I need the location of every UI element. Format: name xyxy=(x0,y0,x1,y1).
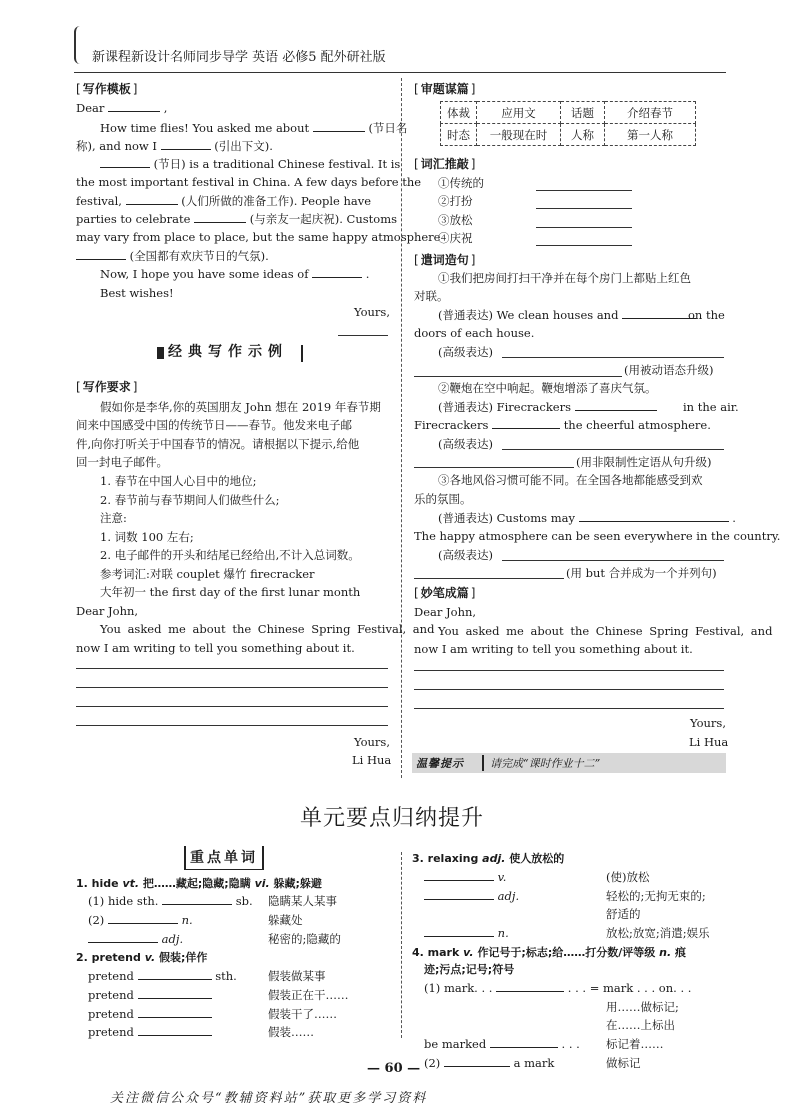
template-line: Now, I hope you have some ideas of . xyxy=(100,267,370,281)
vocab-blank xyxy=(536,208,632,209)
template-line: the most important festival in China. A few days before the xyxy=(76,175,422,189)
vocab-item: ①传统的 xyxy=(438,176,484,190)
req-line: 件,向你打听关于中国春节的情况。请根据以下提示,给他 xyxy=(76,437,360,451)
sentence-header: [ 遣词造句 ] xyxy=(414,251,475,268)
sentence-line: on the xyxy=(688,308,725,322)
tip-divider xyxy=(482,755,484,771)
template-signoff: Yours, xyxy=(354,305,390,319)
vocab-blank xyxy=(536,190,632,191)
tip-label: 温馨提示 xyxy=(416,757,464,770)
req-line: 2. 春节前与春节期间人们做些什么; xyxy=(100,493,280,507)
word-meaning: (使)放松 xyxy=(606,870,650,884)
word-row: (1) mark. . . . . . = mark . . . on. . . xyxy=(424,981,692,995)
word-row: be marked . . . xyxy=(424,1037,580,1051)
sentence-blank xyxy=(414,376,622,377)
bottom-column-divider xyxy=(401,852,402,1038)
word-meaning: 轻松的;无拘无束的; xyxy=(606,889,706,903)
footer-ad: 关注微信公众号“教辅资料站”获取更多学习资料 xyxy=(110,1091,428,1106)
signature-blank xyxy=(338,335,388,336)
table-cell: 话题 xyxy=(561,102,605,124)
template-line: How time flies! You asked me about (节日名 xyxy=(100,121,408,135)
sentence-line: ③各地风俗习惯可能不同。在全国各地都能感受到欢 xyxy=(438,473,703,487)
section-title: 单元要点归纳提升 xyxy=(300,806,485,831)
sentence-line: (用非限制性定语从句升级) xyxy=(576,455,712,469)
req-line: now I am writing to tell you something about it. xyxy=(76,641,355,655)
req-line: 2. 电子邮件的开头和结尾已经给出,不计入总词数。 xyxy=(100,548,360,562)
word-meaning: 隐瞒某人某事 xyxy=(268,894,337,908)
word-row: (2) a mark xyxy=(424,1056,555,1070)
header-rule xyxy=(74,72,726,73)
req-line: You asked me about the Chinese Spring Festival, and xyxy=(100,622,435,636)
word-meaning: 在……上标出 xyxy=(606,1018,675,1032)
sentence-line: (普通表达) Customs may . xyxy=(438,511,736,525)
table-cell: 介绍春节 xyxy=(605,102,696,124)
word-row: pretend xyxy=(88,988,212,1003)
template-line: (全国都有欢庆节日的气氛). xyxy=(76,249,269,264)
sentence-line: (用被动语态升级) xyxy=(624,363,714,377)
sentence-line: 乐的氛围。 xyxy=(414,492,472,506)
word-row: pretend xyxy=(88,1007,212,1022)
sentence-line: doors of each house. xyxy=(414,326,535,340)
sentence-blank xyxy=(502,449,724,450)
answer-line xyxy=(76,706,388,707)
word-meaning: 标记着…… xyxy=(606,1037,664,1051)
sentence-line: (用 but 合并成为一个并列句) xyxy=(566,566,717,580)
word-meaning: 躲藏处 xyxy=(268,913,303,927)
req-line: Dear John, xyxy=(76,604,139,618)
word-meaning: 假装…… xyxy=(268,1025,314,1039)
vocab-item: ④庆祝 xyxy=(438,231,473,245)
word-entry: 2. pretend v. 假装;佯作 xyxy=(76,951,208,964)
word-entry: 4. mark v. 作记号于;标志;给……打分数/评等级 n. 痕 xyxy=(412,946,686,959)
analysis-table xyxy=(440,101,696,146)
word-meaning: 秘密的;隐藏的 xyxy=(268,932,341,946)
table-cell: 一般现在时 xyxy=(477,124,561,146)
word-row: n. xyxy=(424,926,509,941)
sentence-line: (高级表达) xyxy=(438,345,493,359)
word-row: adj. xyxy=(424,889,519,904)
word-row: (1) hide sth. sb. xyxy=(88,894,253,908)
composition-signature: Li Hua xyxy=(689,735,729,749)
sentence-line: ②鞭炮在空中响起。鞭炮增添了喜庆气氛。 xyxy=(438,381,657,395)
req-line: 回一封电子邮件。 xyxy=(76,455,168,469)
sentence-line: (高级表达) xyxy=(438,437,493,451)
req-line: 假如你是李华,你的英国朋友 John 想在 2019 年春节期 xyxy=(100,400,381,414)
template-header: [ 写作模板 ] xyxy=(76,80,137,97)
vocab-blank xyxy=(536,245,632,246)
sentence-blank xyxy=(414,578,564,579)
sentence-line: in the air. xyxy=(683,400,739,414)
word-entry-cont: 迹;污点;记号;符号 xyxy=(424,963,515,976)
page-number: — 60 — xyxy=(367,1061,421,1076)
vocab-blank xyxy=(536,227,632,228)
vocab-header: [ 词汇推敲 ] xyxy=(414,155,475,172)
req-signature: Li Hua xyxy=(352,753,392,767)
template-line: parties to celebrate (与亲友一起庆祝). Customs xyxy=(76,212,398,226)
answer-line xyxy=(414,689,724,690)
tip-text: 请完成“课时作业十二” xyxy=(490,757,601,770)
answer-line xyxy=(76,725,388,726)
req-line: 1. 词数 100 左右; xyxy=(100,530,194,544)
vocab-item: ③放松 xyxy=(438,213,473,227)
table-cell: 人称 xyxy=(561,124,605,146)
composition-line: Dear John, xyxy=(414,605,477,619)
sentence-line: (普通表达) We clean houses and xyxy=(438,308,696,323)
answer-line xyxy=(414,708,724,709)
word-row: (2) n. xyxy=(88,913,193,927)
req-signoff: Yours, xyxy=(354,735,390,749)
table-cell: 第一人称 xyxy=(605,124,696,146)
composition-line: You asked me about the Chinese Spring Festival, and xyxy=(438,624,773,638)
word-row: pretend xyxy=(88,1025,212,1040)
template-line: may vary from place to place, but the same happy atmosphere xyxy=(76,230,441,244)
word-entry: 1. hide vt. 把……藏起;隐藏;隐瞒 vi. 躲藏;躲避 xyxy=(76,877,322,890)
table-cell: 时态 xyxy=(441,124,477,146)
example-title: 经典写作示例 xyxy=(168,344,288,360)
req-line: 1. 春节在中国人心目中的地位; xyxy=(100,474,257,488)
answer-line xyxy=(76,687,388,688)
sentence-blank xyxy=(502,560,724,561)
req-line: 大年初一 the first day of the first lunar month xyxy=(100,585,361,599)
word-meaning: 假装正在干…… xyxy=(268,988,349,1002)
req-line: 参考词汇:对联 couplet 爆竹 firecracker xyxy=(100,567,315,581)
word-row: adj. xyxy=(88,932,183,947)
table-cell: 应用文 xyxy=(477,102,561,124)
page-header-title: 新课程新设计名师同步导学 英语 必修5 配外研社版 xyxy=(92,50,386,65)
composition-header: [ 妙笔成篇 ] xyxy=(414,584,475,601)
sentence-blank xyxy=(414,467,574,468)
template-line: Best wishes! xyxy=(100,286,174,300)
word-entry: 3. relaxing adj. 使人放松的 xyxy=(412,852,565,865)
answer-line xyxy=(76,668,388,669)
example-title-mark xyxy=(157,347,164,359)
sentence-line: (普通表达) Firecrackers xyxy=(438,400,657,415)
template-line: Dear , xyxy=(76,101,168,115)
composition-line: now I am writing to tell you something about it. xyxy=(414,642,693,656)
word-meaning: 做标记 xyxy=(606,1056,641,1070)
word-meaning: 用……做标记; xyxy=(606,1000,679,1014)
word-row: pretend sth. xyxy=(88,969,237,983)
composition-signoff: Yours, xyxy=(690,716,726,730)
vocab-item: ②打扮 xyxy=(438,194,473,208)
sentence-line: 对联。 xyxy=(414,289,449,303)
example-title-bar xyxy=(301,345,303,362)
header-bracket xyxy=(74,26,82,64)
template-line: (节日) is a traditional Chinese festival. It is xyxy=(100,157,400,172)
word-row: v. xyxy=(424,870,506,885)
word-meaning: 假装干了…… xyxy=(268,1007,337,1021)
sentence-line: (高级表达) xyxy=(438,548,493,562)
answer-line xyxy=(414,670,724,671)
template-line: festival, (人们所做的准备工作). People have xyxy=(76,194,372,208)
sentence-line: The happy atmosphere can be seen everywhere in the country. xyxy=(414,529,781,543)
key-words-header xyxy=(184,846,264,870)
word-meaning: 放松;放宽;消遣;娱乐 xyxy=(606,926,710,940)
req-line: 间来中国感受中国的传统节日——春节。他发来电子邮 xyxy=(76,418,352,432)
word-meaning: 舒适的 xyxy=(606,907,641,921)
requirement-header: [ 写作要求 ] xyxy=(76,378,137,395)
analysis-header: [ 审题谋篇 ] xyxy=(414,80,475,97)
sentence-blank xyxy=(502,357,724,358)
table-cell: 体裁 xyxy=(441,102,477,124)
req-line: 注意: xyxy=(100,511,127,525)
word-meaning: 假装做某事 xyxy=(268,969,326,983)
key-words-label: 重点单词 xyxy=(190,850,258,866)
template-line: 称), and now I (引出下文). xyxy=(76,139,273,153)
sentence-line: ①我们把房间打扫干净并在每个房门上都贴上红色 xyxy=(438,271,691,285)
sentence-line: Firecrackers the cheerful atmosphere. xyxy=(414,418,711,432)
